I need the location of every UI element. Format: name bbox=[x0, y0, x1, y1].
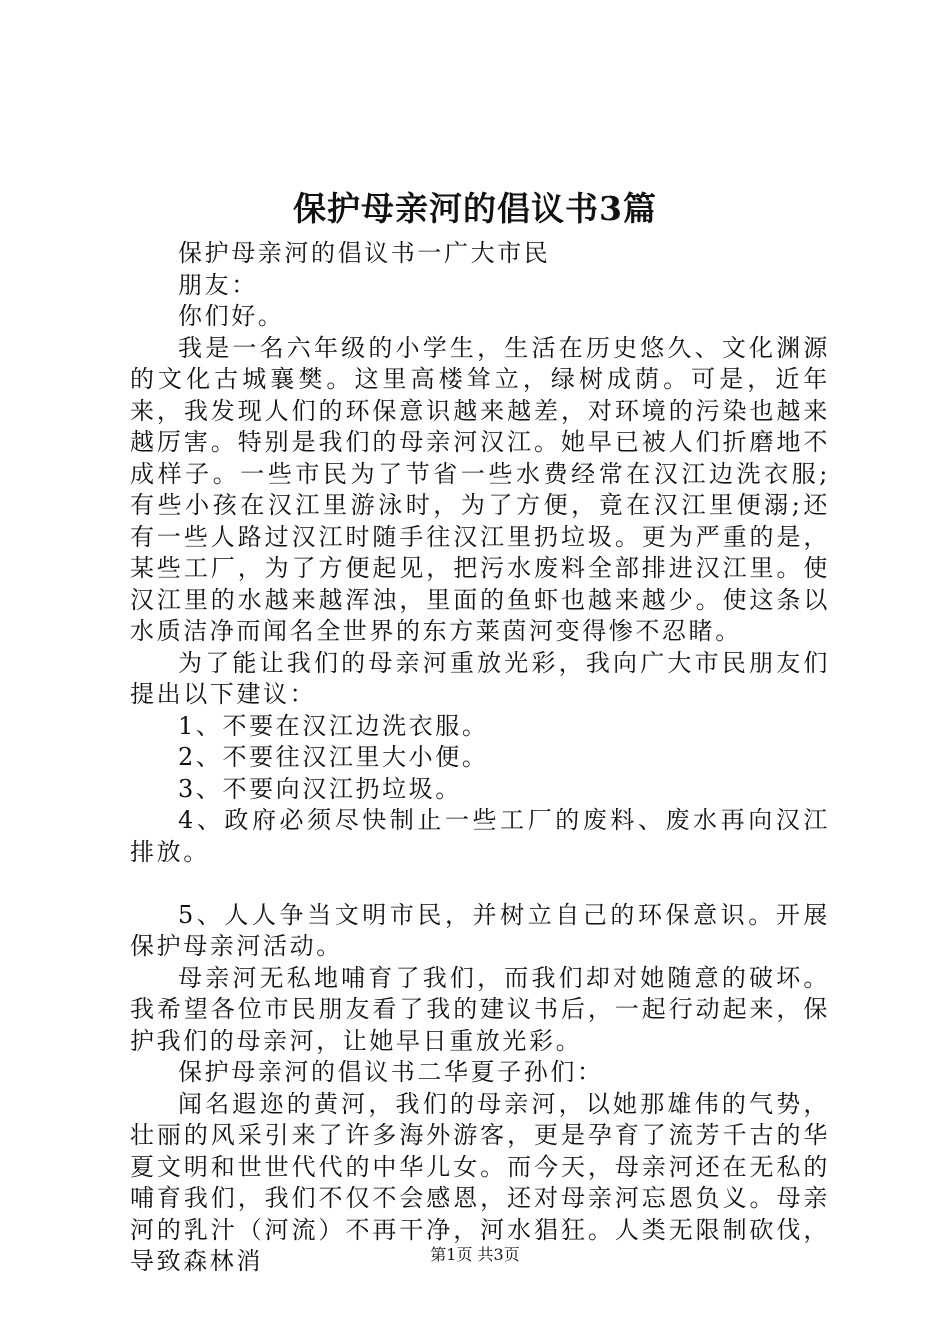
paragraph: 母亲河无私地哺育了我们，而我们却对她随意的破坏。我希望各位市民朋友看了我的建议书后，一起行动起来，保护我们的母亲河，让她早日重放光彩。 bbox=[130, 963, 830, 1055]
blank-line bbox=[130, 868, 830, 900]
paragraph: 你们好。 bbox=[178, 302, 285, 330]
paragraph: 闻名遐迩的黄河，我们的母亲河，以她那雄伟的气势，壮丽的风采引来了许多海外游客，更是孕育了流芳千古的华夏文明和世世代代的中华儿女。而今天，母亲河还在无私的哺育我们，我们不仅不会感恩，还对母亲河忘恩负义。母亲河的乳汁（河流）不再干净，河水猖狂。人类无限制砍伐，导致森林消 bbox=[130, 1089, 830, 1275]
list-item: 5、人人争当文明市民，并树立自己的环保意识。开展保护母亲河活动。 bbox=[130, 900, 830, 960]
document-body bbox=[130, 238, 830, 1278]
list-item: 3、不要向汉江扔垃圾。 bbox=[178, 774, 462, 803]
list-item: 1、不要在汉江边洗衣服。 bbox=[178, 711, 489, 740]
paragraph: 朋友： bbox=[178, 270, 258, 299]
list-item: 4、政府必须尽快制止一些工厂的废料、废水再向汉江排放。 bbox=[130, 806, 830, 866]
paragraph: 为了能让我们的母亲河重放光彩，我向广大市民朋友们提出以下建议： bbox=[130, 648, 830, 708]
document-title: 保护母亲河的倡议书3篇 bbox=[293, 189, 657, 228]
page-number-footer: 第1页 共3页 bbox=[430, 1245, 520, 1264]
paragraph: 保护母亲河的倡议书一广大市民 bbox=[178, 239, 551, 267]
paragraph: 保护母亲河的倡议书二华夏子孙们： bbox=[178, 1058, 604, 1086]
paragraph: 我是一名六年级的小学生，生活在历史悠久、文化渊源的文化古城襄樊。这里高楼耸立，绿树成荫。可是，近年来，我发现人们的环保意识越来越差，对环境的污染也越来越厉害。特别是我们的母亲河汉江。她早已被人们折磨地不成样子。一些市民为了节省一些水费经常在汉江边洗衣服;有些小孩在汉江里游泳时，为了方便，竟在汉江里便溺;还有一些人路过汉江时随手往汉江里扔垃圾。更为严重的是，某些工厂，为了方便起见，把污水废料全部排进汉江里。使汉江里的水越来越浑浊，里面的鱼虾也越来越少。使这条以水质洁净而闻名全世界的东方莱茵河变得惨不忍睹。 bbox=[130, 333, 830, 645]
list-item: 2、不要往汉江里大小便。 bbox=[178, 743, 489, 771]
